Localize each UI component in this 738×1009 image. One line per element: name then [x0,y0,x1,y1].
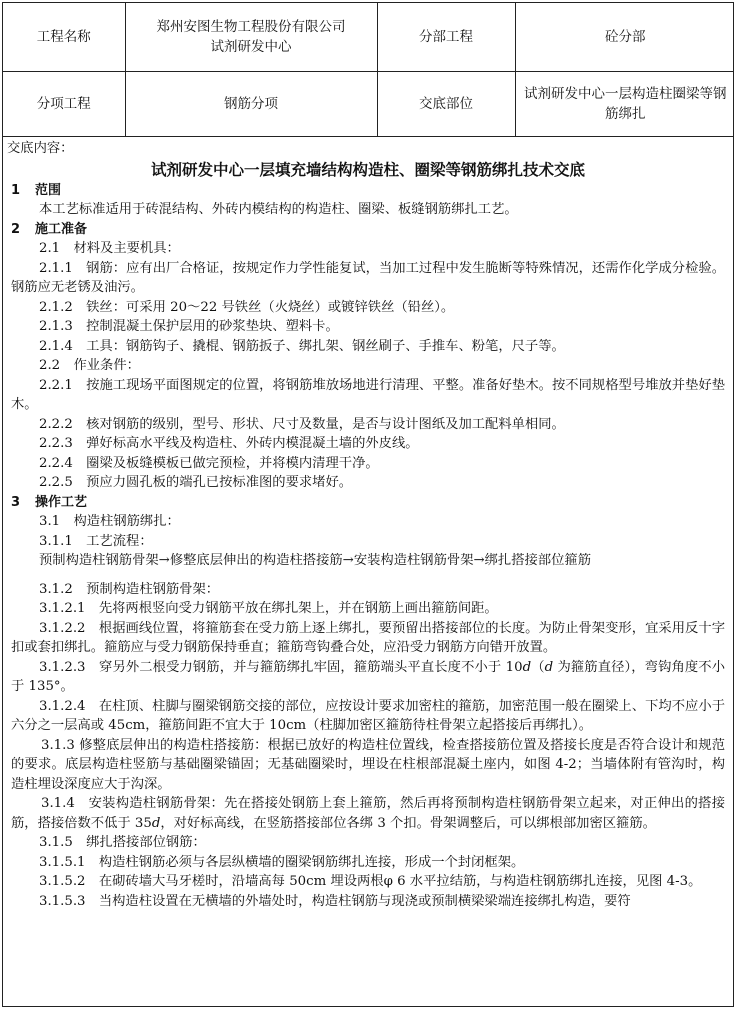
header-row-1 [3,3,734,72]
spacer [11,571,725,580]
process-flow: 预制构造柱钢筋骨架→修整底层伸出的构造柱搭接筋→安装构造柱钢筋骨架→绑扎搭接部位箍筋 [39,553,592,568]
paragraph: 3.1 构造柱钢筋绑扎： [39,514,180,529]
paragraph: 2.2.2 核对钢筋的级别，型号、形状、尺寸及数量，是否与设计图纸及加工配料单相同。 [39,416,565,432]
content-label: 交底内容： [7,141,74,156]
disclosure-sheet [2,2,734,1007]
paragraph [11,658,725,697]
sub-project-label: 分部工程 [377,3,515,72]
disclosure-content [3,137,733,911]
section-title: 施工准备 [35,221,88,237]
project-name-line1: 郑州安图生物工程股份有限公司 [156,19,346,35]
paragraph [11,794,725,833]
location-value: 试剂研发中心一层构造柱圈梁等钢筋绑扎 [515,72,734,137]
paragraph: 3.1.5 绑扎搭接部位钢筋： [39,835,206,850]
header-table [3,3,734,137]
paragraph: 3.1.5.2 在砌砖墙大马牙槎时，沿墙高每 50cm 埋设两根φ 6 水平拉结筋，与构造柱钢筋绑扎连接，见图 4-3。 [39,874,702,889]
paragraph: 3.1.2.4 在柱顶、柱脚与圈梁钢筋交接的部位，应按设计要求加密柱的箍筋，加密范围一般在圈梁上、下均不应小于六分之一层高或 45cm，箍筋间距不宜大于 10cm（柱脚加密区箍筋待柱骨架立起搭接后再绑扎）。 [11,698,725,733]
paragraph: 2.2.3 弹好标高水平线及构造柱、外砖内模混凝土墙的外皮线。 [39,436,419,451]
item-value: 钢筋分项 [125,72,377,137]
paragraph: 本工艺标准适用于砖混结构、外砖内模结构的构造柱、圈梁、板缝钢筋绑扎工艺。 [39,202,518,217]
paragraph: 3.1.2.2 根据画线位置，将箍筋套在受力筋上逐上绑扎，要预留出搭接部位的长度。为防止骨架变形，宜采用反十字扣或套扣绑扎。箍筋应与受力钢筋保持垂直；箍筋弯钩叠合处，应沿受力钢筋方向错开放置。 [11,620,725,655]
section-title: 范围 [35,182,62,198]
paragraph: 2.1.4 工具：钢筋钩子、撬棍、钢筋扳子、绑扎架、钢丝刷子、手推车、粉笔，尺子等。 [39,338,565,354]
paragraph: 2.1.3 控制混凝土保护层用的砂浆垫块、塑料卡。 [39,319,339,334]
text-run: 3.1.4 安装构造柱钢筋骨架：先在搭接处钢筋上套上箍筋，然后再将预制构造柱钢筋骨架立起来，对正伸出的搭接筋，搭接倍数不低于 35 [11,796,725,831]
section-heading-3 [11,493,725,513]
paragraph: 3.1.5.3 当构造柱设置在无横墙的外墙处时，构造柱钢筋与现浇或预制横梁梁端连接绑扎构造，要符 [39,893,631,909]
paragraph: 2.2.4 圈梁及板缝模板已做完预检，并将模内清理干净。 [39,455,379,471]
item-label: 分项工程 [3,72,125,137]
variable-d: d [544,659,554,675]
location-label: 交底部位 [377,72,515,137]
paragraph: 3.1.3 修整底层伸出的构造柱搭接筋：根据已放好的构造柱位置线，检查搭接筋位置及搭接长度是否符合设计和规范的要求。底层构造柱竖筋与基础圈梁锚固；无基础圈梁时，埋设在柱根部混凝土座内，如图 4-2；当墙体附有管沟时，构造柱埋设深度应大于沟深。 [11,737,725,792]
paragraph: 3.1.1 工艺流程： [39,533,153,549]
paragraph: 2.2 作业条件： [39,358,140,373]
section-heading-2 [11,220,725,240]
section-heading-1 [11,181,725,201]
paragraph: 3.1.2 预制构造柱钢筋骨架： [39,581,220,597]
section-number: 1 [11,182,21,198]
paragraph: 2.2.1 按施工现场平面图规定的位置，将钢筋堆放场地进行清理、平整。准备好垫木。按不同规格型号堆放并垫好垫木。 [11,377,725,412]
paragraph: 2.1 材料及主要机具： [39,241,180,256]
paragraph: 3.1.5.1 构造柱钢筋必须与各层纵横墙的圈梁钢筋绑扎连接，形成一个封闭框架。 [39,854,525,870]
text-run: 为箍筋直径），弯钩角度不小于 135°。 [11,659,726,694]
section-number: 2 [11,221,21,237]
paragraph: 2.1.2 铁丝：可采用 20～22 号铁丝（火烧丝）或镀锌铁丝（铅丝）。 [39,299,455,315]
section-title: 操作工艺 [35,494,88,510]
project-name-line2: 试剂研发中心 [210,39,292,55]
variable-d: d [151,815,161,831]
sub-project-value: 砼分部 [515,3,734,72]
variable-d: d [522,659,532,675]
paragraph: 2.2.5 预应力圆孔板的端孔已按标准图的要求堵好。 [39,475,353,490]
paragraph: 2.1.1 钢筋：应有出厂合格证，按规定作力学性能复试，当加工过程中发生脆断等特殊情况，还需作化学成分检验。钢筋应无老锈及油污。 [11,260,725,295]
section-number: 3 [11,494,21,510]
text-run: 3.1.2.3 穿另外二根受力钢筋，并与箍筋绑扎牢固，箍筋端头平直长度不小于 10 [39,659,523,675]
paragraph: 3.1.2.1 先将两根竖向受力钢筋平放在绑扎架上，并在钢筋上画出箍筋间距。 [39,601,498,616]
document-title: 试剂研发中心一层填充墙结构构造柱、圈梁等钢筋绑扎技术交底 [150,159,585,179]
text-run: ，对好标高线，在竖筋搭接部位各绑 3 个扣。骨架调整后，可以绑根部加密区箍筋。 [160,815,656,831]
text-run: （ [531,659,545,675]
header-row-2 [3,72,734,137]
project-name-value [125,3,377,72]
project-name-label: 工程名称 [3,3,125,72]
